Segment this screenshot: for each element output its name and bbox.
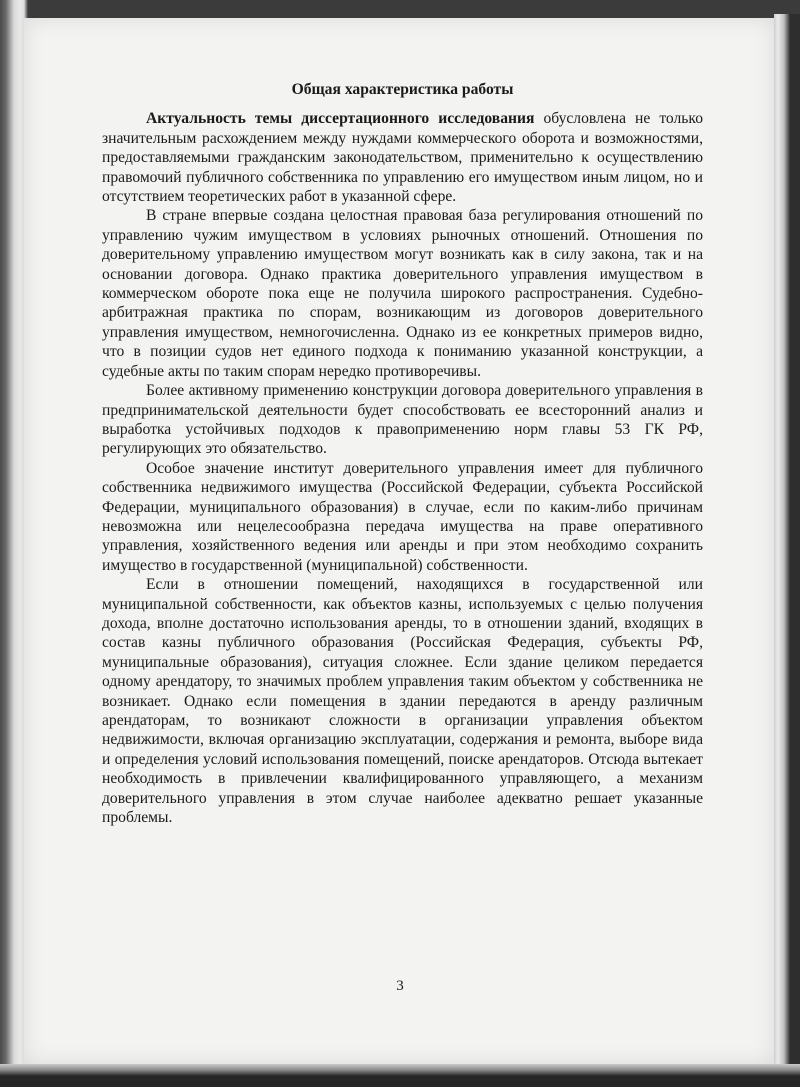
paragraph-lead: Актуальность темы диссертационного исследования <box>146 110 535 128</box>
document-content <box>102 80 703 827</box>
paragraph-text: обусловлена не только значительным расхождением между нуждами коммерческого оборота и возможностями, предоставляемыми гражданским законодательством, применительно к осуществлению правомочий публичного собственника по управлению его имуществом иным лицом, но и отсутствием теоретических работ в указанной сфере. <box>102 110 703 206</box>
paragraph-text: Особое значение институт доверительного управления имеет для публичного собственника недвижимого имущества (Российской Федерации, субъекта Российской Федерации, муниципального образования) в случае, если по каким-либо причинам невозможна или нецелесообразна передача имущества на праве оперативного управления, хозяйственного ведения или аренды и при этом необходимо сохранить имущество в государственной (муниципальной) собственности. <box>102 459 703 574</box>
paragraph-text: Если в отношении помещений, находящихся в государственной или муниципальной собственности, как объектов казны, используемых с целью получения дохода, вполне достаточно использования аренды, то в отношении зданий, входящих в состав казны публичного образования (Российская Федерация, субъекты РФ, муниципальные образования), ситуация сложнее. Если здание целиком передается одному арендатору, то значимых проблем управления таким объектом у собственника не возникает. Однако если помещения в здании передаются в аренду различным арендаторам, то возникают сложности в организации управления объектом недвижимости, включая организацию эксплуатации, содержания и ремонта, выборе вида и определения условий использования помещений, поиске арендаторов. Отсюда вытекает необходимость в привлечении квалифицированного управляющего, а механизм доверительного управления в этом случае наиболее адекватно решает указанные проблемы. <box>102 576 703 827</box>
document-title: Общая характеристика работы <box>291 81 514 98</box>
page-edge-right <box>774 14 800 1074</box>
page-edge-bottom <box>0 1064 800 1087</box>
paragraph-text: Более активному применению конструкции договора доверительного управления в предпринимательской деятельности будет способствовать ее всесторонний анализ и выработка устойчивых подходов к правоприменению норм главы 53 ГК РФ, регулирующих это обязательство. <box>102 382 703 458</box>
paragraph-premises <box>102 575 703 827</box>
page-number: 3 <box>396 978 404 994</box>
paragraph-application <box>102 381 703 459</box>
paragraph-text: В стране впервые создана целостная правовая база регулирования отношений по управлению чужим имуществом в условиях рыночных отношений. Отношения по доверительному управлению имуществом могут возникать как в силу закона, так и на основании договора. Однако практика доверительного управления имуществом в коммерческом обороте пока еще не получила широкого распространения. Судебно-арбитражная практика по спорам, возникающим из договоров доверительного управления имуществом, немногочисленна. Однако из ее конкретных примеров видно, что в позиции судов нет единого подхода к пониманию указанной конструкции, а судебные акты по таким спорам нередко противоречивы. <box>102 207 703 380</box>
paragraph-public-owner <box>102 459 703 575</box>
paragraph-legal-base <box>102 206 703 381</box>
paragraph-relevance <box>102 109 703 206</box>
